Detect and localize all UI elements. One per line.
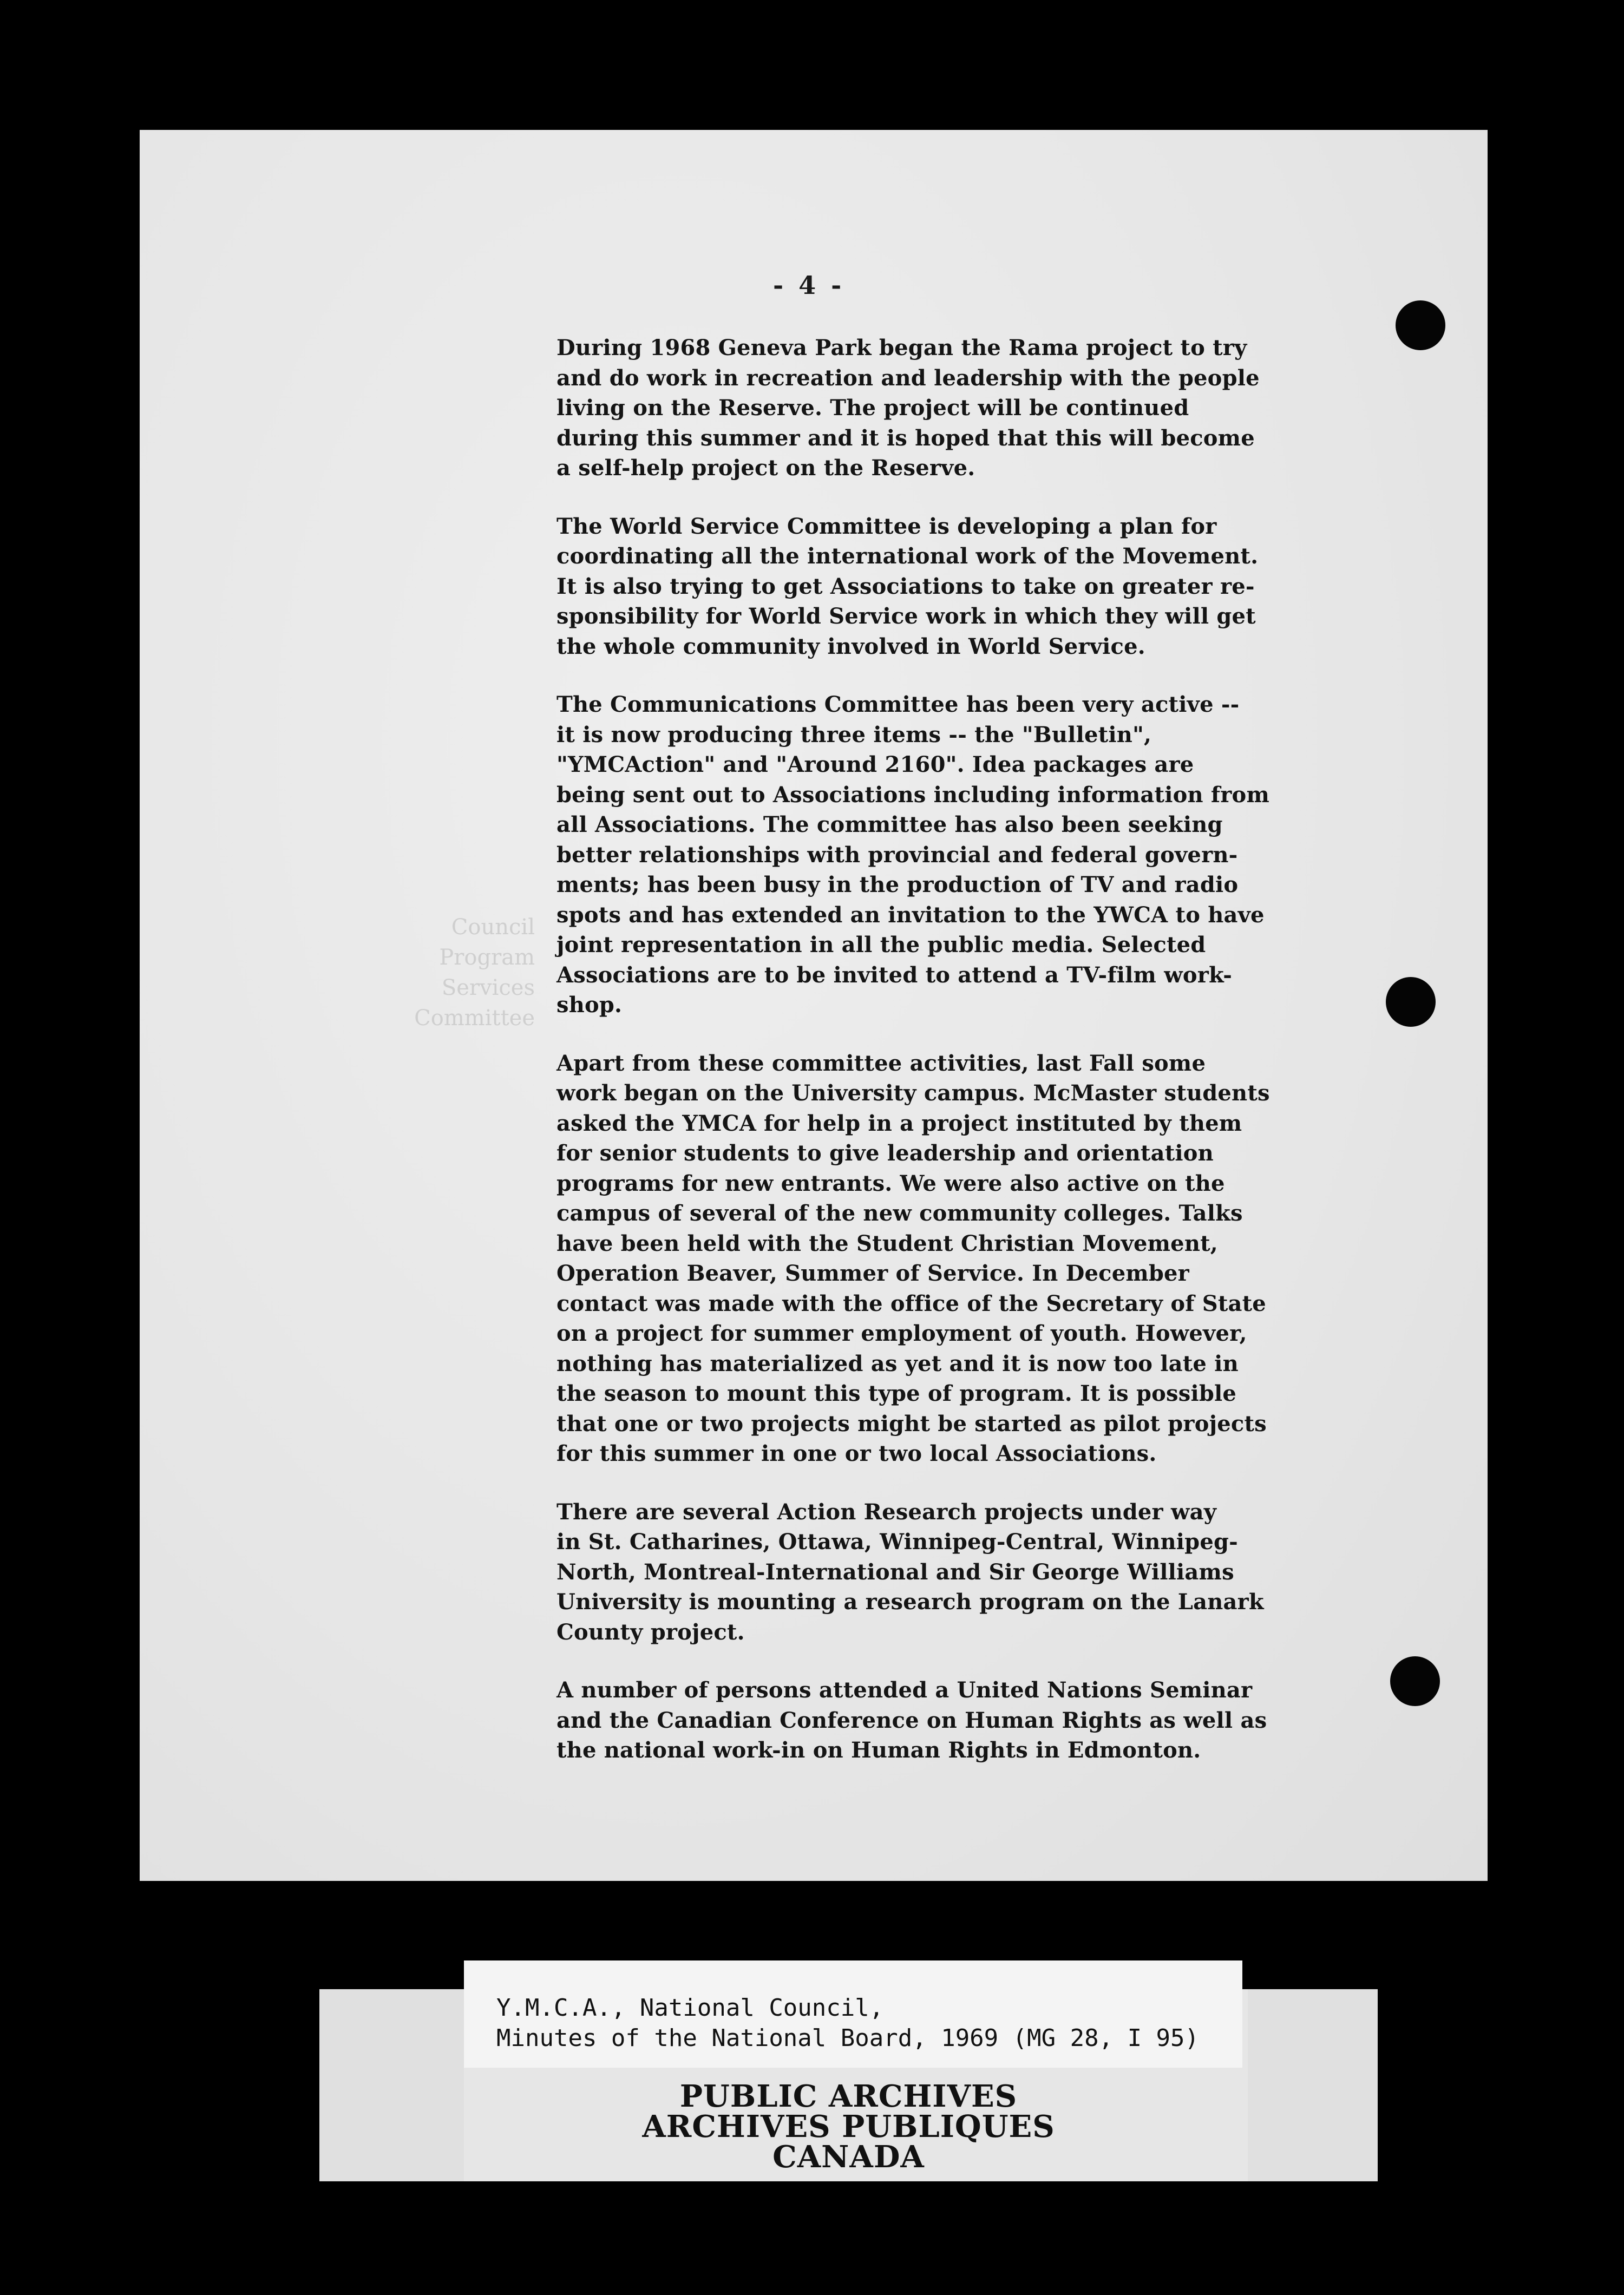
bleed-through-text — [307, 912, 535, 1033]
text-line: Apart from these committee activities, last Fall some — [556, 1050, 1206, 1076]
text-line: being sent out to Associations including information from — [556, 782, 1269, 808]
collection-label-line: Y.M.C.A., National Council, — [496, 1994, 884, 2022]
text-line: University is mounting a research program on the Lanark — [556, 1589, 1264, 1615]
text-line: nothing has materialized as yet and it is now too late in — [556, 1350, 1239, 1376]
text-line: County project. — [556, 1619, 745, 1645]
text-line: joint representation in all the public media. Selected — [556, 932, 1206, 958]
text-line: and do work in recreation and leadership with the people — [556, 365, 1260, 391]
punch-hole-middle — [1386, 977, 1436, 1027]
text-line: During 1968 Geneva Park began the Rama project to try — [556, 335, 1247, 360]
text-line: Associations are to be invited to attend a TV-film work- — [556, 962, 1233, 988]
text-line: The World Service Committee is developing a plan for — [556, 513, 1217, 539]
text-line: living on the Reserve. The project will be continued — [556, 395, 1189, 421]
text-line: coordinating all the international work of the Movement. — [556, 543, 1259, 569]
text-line: the season to mount this type of program. It is possible — [556, 1381, 1237, 1406]
text-line: shop. — [556, 992, 623, 1018]
text-line: ments; has been busy in the production of TV and radio — [556, 872, 1239, 897]
text-line: during this summer and it is hoped that this will become — [556, 425, 1255, 451]
text-line: contact was made with the office of the Secretary of State — [556, 1290, 1266, 1316]
text-line: a self-help project on the Reserve. — [556, 455, 975, 481]
text-line: Operation Beaver, Summer of Service. In December — [556, 1261, 1189, 1286]
text-line: on a project for summer employment of youth. However, — [556, 1321, 1247, 1346]
punch-hole-top — [1396, 300, 1445, 350]
text-line: and the Canadian Conference on Human Rights as well as — [556, 1707, 1267, 1733]
text-line: A number of persons attended a United Nations Seminar — [556, 1677, 1253, 1703]
collection-label-text — [496, 1993, 1199, 2054]
archive-stamp-line: CANADA — [772, 2139, 925, 2175]
text-line: it is now producing three items -- the "Bulletin", — [556, 722, 1152, 747]
text-line: for senior students to give leadership and orientation — [556, 1140, 1214, 1166]
paragraph-world-service — [556, 512, 1341, 662]
text-line: The Communications Committee has been very active -- — [556, 692, 1240, 717]
collection-label — [464, 1960, 1242, 2068]
bleed-line: Services — [441, 975, 535, 1000]
paragraph-communications — [556, 690, 1341, 1020]
text-line: work began on the University campus. McMaster students — [556, 1080, 1270, 1106]
document-page — [140, 130, 1488, 1881]
document-body — [556, 333, 1341, 1794]
text-line: sponsibility for World Service work in which they will get — [556, 604, 1256, 629]
text-line: asked the YMCA for help in a project instituted by them — [556, 1110, 1242, 1136]
bleed-line: Program — [439, 945, 535, 970]
archive-stamp-line: PUBLIC ARCHIVES — [679, 2078, 1018, 2114]
text-line: better relationships with provincial and federal govern- — [556, 842, 1238, 868]
text-line: "YMCAction" and "Around 2160". Idea packages are — [556, 752, 1194, 777]
text-line: in St. Catharines, Ottawa, Winnipeg-Central, Winnipeg- — [556, 1529, 1238, 1555]
paragraph-human-rights — [556, 1675, 1341, 1766]
archive-stamp-line: ARCHIVES PUBLIQUES — [642, 2109, 1055, 2145]
paragraph-rama-project — [556, 333, 1341, 483]
collection-label-line: Minutes of the National Board, 1969 (MG 28, I 95) — [496, 2024, 1200, 2052]
text-line: spots and has extended an invitation to the YWCA to have — [556, 902, 1265, 928]
text-line: for this summer in one or two local Associations. — [556, 1441, 1157, 1466]
bleed-line: Committee — [414, 1006, 535, 1031]
paragraph-university — [556, 1048, 1341, 1469]
text-line: programs for new entrants. We were also active on the — [556, 1170, 1225, 1196]
text-line: campus of several of the new community colleges. Talks — [556, 1201, 1243, 1226]
punch-hole-bottom — [1390, 1656, 1440, 1706]
bleed-line: Council — [451, 915, 535, 940]
text-line: have been held with the Student Christian Movement, — [556, 1230, 1218, 1256]
paragraph-action-research — [556, 1497, 1341, 1648]
text-line: the national work-in on Human Rights in Edmonton. — [556, 1737, 1201, 1763]
text-line: There are several Action Research projects under way — [556, 1499, 1217, 1525]
text-line: that one or two projects might be started as pilot projects — [556, 1411, 1267, 1437]
text-line: North, Montreal-International and Sir George Williams — [556, 1559, 1234, 1585]
page-number: - 4 - — [773, 271, 845, 300]
text-line: all Associations. The committee has also been seeking — [556, 812, 1223, 837]
text-line: the whole community involved in World Service. — [556, 633, 1145, 659]
archive-stamp — [319, 2078, 1378, 2175]
text-line: It is also trying to get Associations to take on greater re- — [556, 573, 1255, 599]
